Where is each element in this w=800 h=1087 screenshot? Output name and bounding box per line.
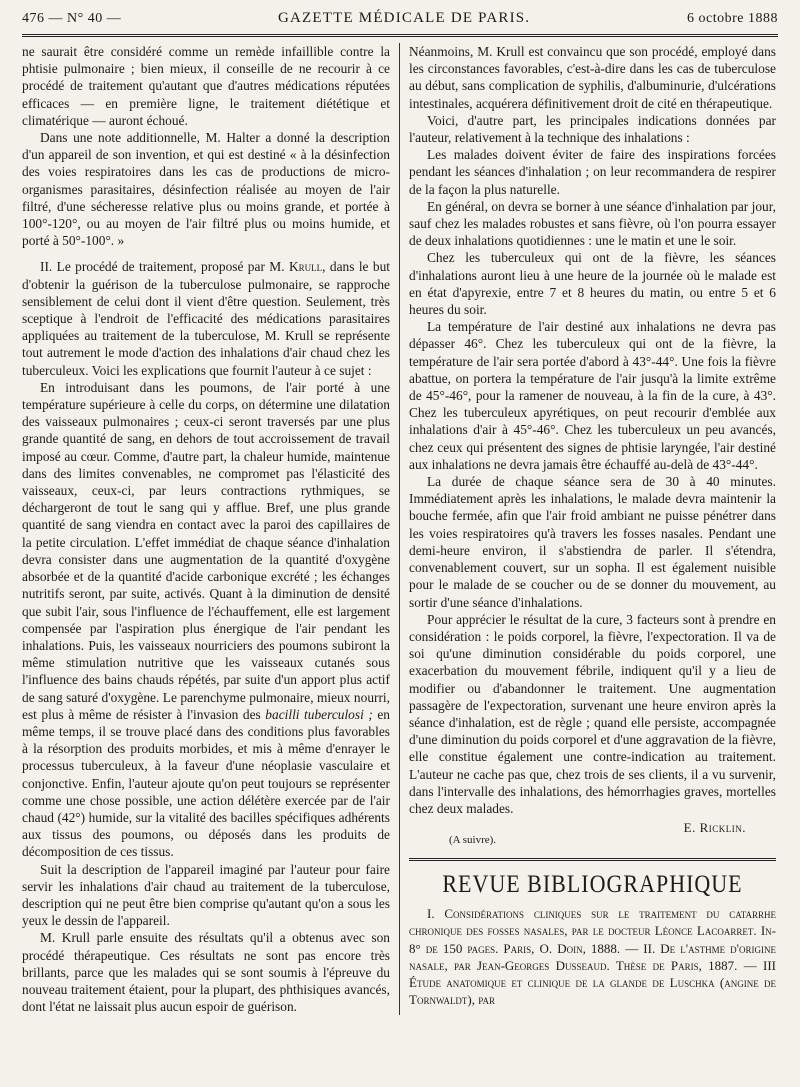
italic-term: bacilli tuberculosi ; — [265, 706, 373, 722]
right-paragraph-7: La durée de chaque séance sera de 30 à 40 minutes. Immédiatement après les inhalations, le malade devra maintenir la bouche fermée, afin que l'air froid ambiant ne puisse pénétrer dans les voies respiratoires qu'à travers les fosses nasales. Pendant une demi-heure environ, il s'abstiendra de parler. Il s'étendra, convenablement couvert, sur un sopha. Il est également nuisible pour le malade de se coucher ou de se donner du mouvement, au sortir d'une séance d'inhalations. — [409, 474, 776, 610]
bibliography-entry: I. Considérations cliniques sur le traitement du catarrhe chronique des fosses nasales, par le docteur Léonce Lacoarret. In-8° de 150 pages. Paris, O. Doin, 1888. — II. De l'asthme d'origine nasale, par Jean-Georges Dusseaud. Thèse de Paris, 1887. — III Étude anatomique et clinique de la glande de Luschka (angine de Tornwaldt), par — [409, 906, 776, 1008]
header-rule — [22, 34, 778, 37]
page-header — [22, 10, 778, 32]
right-paragraph-3: Les malades doivent éviter de faire des inspirations forcées pendant les séances d'inhalation ; on leur recommandera de respirer de la façon la plus naturelle. — [409, 147, 776, 197]
right-paragraph-5: Chez les tuberculeux qui ont de la fièvre, les séances d'inhalations auront lieu à une heure de la journée où le malade est en état d'apyrexie, entre 7 et 8 heures du matin, ou entre 5 et 6 heures du soir. — [409, 250, 776, 318]
to-be-continued: (A suivre). — [449, 834, 497, 847]
left-paragraph-6: M. Krull parle ensuite des résultats qu'il a obtenus avec son procédé thérapeutique. Ces résultats ne sont pas encore très brillants, parce que les malades qui se sont soumis à l'épreuve du nouveau traitement étaient, pour la plupart, des phthisiques avancés, dont l'état ne laissait plus aucun espoir de guérison. — [22, 930, 390, 1015]
section-rule — [409, 858, 776, 861]
issue-date: 6 octobre 1888 — [687, 11, 778, 26]
journal-title: GAZETTE MÉDICALE DE PARIS. — [277, 10, 531, 26]
right-paragraph-2: Voici, d'autre part, les principales indications données par l'auteur, relativement à la technique des inhalations : — [409, 112, 776, 146]
left-paragraph-5: Suit la description de l'appareil imaginé par l'auteur pour faire servir les inhalations d'air chaud au traitement de la tuberculose, description qui ne peut être bien comprise qu'autant qu'on a sous les yeux le dessin de l'appareil. — [22, 861, 390, 929]
right-paragraph-1: Néanmoins, M. Krull est convaincu que son procédé, employé dans les circonstances favorables, c'est-à-dire dans les cas de tuberculose au début, sans complication de syphilis, d'albuminurie, d'ulcérations intestinales, acquérera définitivement droit de cité en thérapeutique. — [409, 44, 776, 111]
right-paragraph-6: La température de l'air destiné aux inhalations ne devra pas dépasser 46°. Chez les tuberculeux qui ont de la fièvre, la température de l'air sera portée d'abord à 43°-44°. Une fois la fièvre abattue, on portera la température de l'air jusqu'à la limite extrême de 45°-46°, pour la ramener de nouveau, à la fin de la cure, à 43°. Chez les tuberculeux apyrétiques, on peut recourir d'emblée aux inhalations d'air à 45°-46°. Chez les tuberculeux un peu avancés, chez ceux qui présentent des signes de phtisie laryngée, l'air destiné aux inhalations ne devra jamais être échauffé au-delà de 43°-44°. — [409, 319, 776, 472]
left-paragraph-1: ne saurait être considéré comme un remède infaillible contre la phtisie pulmonaire ; bien mieux, il conseille de ne recourir à ce procédé de traitement qu'autant que d'autres médications réputées efficaces — en première ligne, le traitement diététique et climatérique — auront échoué. — [22, 44, 390, 128]
left-column — [22, 43, 399, 1015]
left-paragraph-3: II. Le procédé de traitement, proposé par M. Krull, dans le but d'obtenir la guérison de la tuberculose pulmonaire, se rapproche sensiblement de celui dont il vient d'être question. Seulement, très sceptique à l'endroit de l'efficacité des médications parasitaires appliquées au traitement de la tuberculose, M. Krull se représente tout autrement le mode d'action des inhalations d'air chaud chez les tuberculeux. Voici les explications que fournit l'auteur à ce sujet : — [22, 259, 391, 378]
section-title: REVUE BIBLIOGRAPHIQUE — [442, 869, 743, 898]
right-paragraph-8: Pour apprécier le résultat de la cure, 3 facteurs sont à prendre en considération : le poids corporel, la fièvre, l'expectoration. Il va de soi qu'une diminution considérable du poids corporel, une exacerbation du mouvement fébrile, indiquent qu'il y a lieu de modifier ou d'abandonner le traitement. Une augmentation passagère de l'expectoration, survenant une heure environ après la séance d'inhalation, est de règle ; quand elle persiste, accompagnée d'une diminution du poids corporel et d'une aggravation de la fièvre, elle constitue également une contre-indication au traitement. L'auteur ne cache pas que, chez trois de ses clients, il a vu survenir, dans l'intervalle des inhalations, des hémorrhagies graves, mortelles chez deux malades. — [409, 611, 776, 816]
right-column — [399, 43, 776, 1015]
left-paragraph-4: En introduisant dans les poumons, de l'air porté à une température supérieure à celle du corps, on détermine une dilatation des vaisseaux pulmonaires ; ceux-ci seront traversés par une plus grande quantité de sang, en dehors de tout accroissement de travail imposé au cœur. Comme, d'autre part, la chaleur humide, maintenue dans des limites convenables, ne compromet pas l'élasticité des vaisseaux, ceux-ci, par leurs contractions rythmiques, se déchargeront de tout le sang qui y afflue. Bref, une plus grande quantité de sang viendra en contact avec la paroi des capillaires de la petite circulation. L'effet immédiat de chaque séance d'inhalation devra consister dans une augmentation de la quantité d'oxygène absorbée et de la quantité d'acide carbonique excrété ; les échanges nutritifs seront, par suite, activés. Quant à la diminution de densité que subit l'air, sous l'influence de l'échauffement, elle est largement compensée par l'aspiration plus énergique de l'air pendant les inhalations. Puis, les vaisseaux nourriciers des poumons subiront la même stimulation nutritive que les vaisseaux cutanés sous l'influence des bains chauds répétés, par suite d'un apport plus actif de sang saturé d'oxygène. Le parenchyme pulmonaire, mieux nourri, est plus à même de résister à l'invasion des bacilli tuberculosi ; en même temps, il se trouve placé dans des conditions plus favorables à la résorption des produits morbides, et mis à même d'enrayer le processus tuberculeux, à la faveur d'une néoplasie vasculaire et conjonctive. Enfin, l'auteur ajoute qu'on peut toujours se représenter comme une chose possible, une action délétère exercée par de l'air chaud (42°) humide, sur la vitalité des bacilles spécifiques adhérents aux tissus des poumons, ou déposés dans les produits de décomposition de ces tissus. — [22, 379, 390, 860]
columns — [22, 43, 778, 1015]
right-paragraph-4: En général, on devra se borner à une séance d'inhalation par jour, sauf chez les malades robustes et sans fièvre, où l'on pourra essayer de deux inhalations quotidiennes : une le matin et une le soir. — [409, 198, 776, 249]
author-name-krull: Krull — [288, 259, 323, 275]
page-number: 476 — N° 40 — — [22, 11, 122, 26]
left-paragraph-2: Dans une note additionnelle, M. Halter a donné la description d'un appareil de son invention, et qui est destiné « à la désinfection des voies respiratoires dans les cas de productions de micro-organismes parasitaires, désinfection réalisée au moyen de l'air filtré, d'une sécheresse relative plus ou moins grande, et portée à 100°-120°, ou au moyen de l'air filtré plus ou moins humide, et porté à 50°-100°. » — [22, 130, 390, 249]
author-signature: E. Ricklin. — [683, 820, 746, 836]
